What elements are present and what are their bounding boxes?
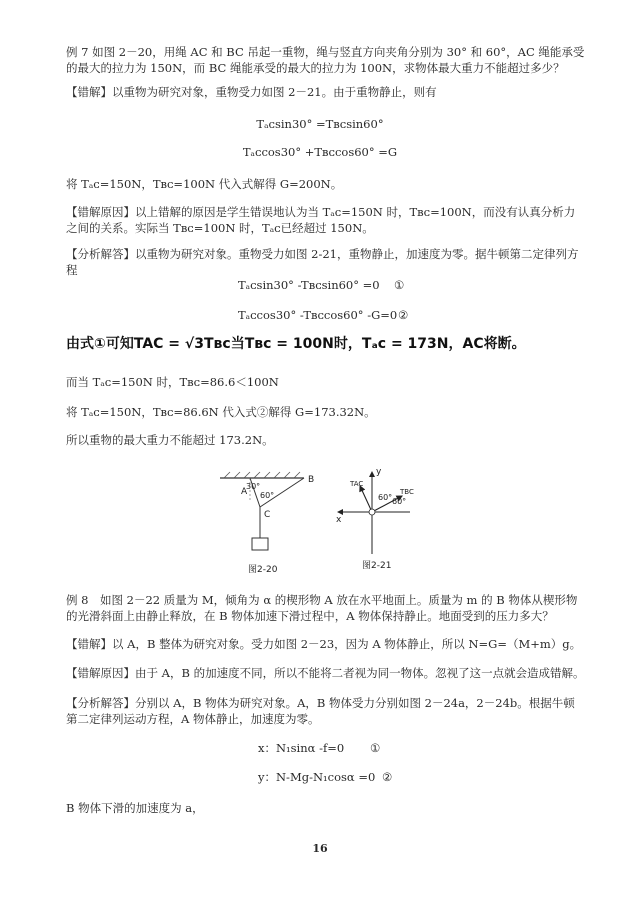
equation-1: Tₐᴄsin30° =Tʙᴄsin60° [256, 117, 384, 131]
example-8-equation-1-number: ① [370, 741, 381, 755]
example-8-wrong: 【错解】以 A，B 整体为研究对象。受力如图 2－23，因为 A 物体静止，所以 N=G=（M+m）g。 [66, 637, 582, 651]
example-7-problem: 例 7 如图 2－20，用绳 AC 和 BC 吊起一重物，绳与竖直方向夹角分别为 30° 和 60°，AC 绳能承受的最大的拉力为 150N，而 BC 绳能承受的最大的拉力为 100N，求物体最大重力不能超过多少？ [66, 45, 585, 75]
axis-y-label: y [376, 467, 382, 477]
final-answer-line: 所以重物的最大重力不能超过 173.2N。 [66, 433, 274, 447]
equation-3-number: ① [394, 278, 405, 292]
figure-2-21 [330, 464, 440, 574]
equation-4: Tₐᴄcos30° -Tʙᴄcos60° -G=0 [238, 308, 398, 322]
angle-30-label: 30° [246, 482, 261, 491]
figure-2-21-caption: 图2-21 [362, 561, 392, 571]
conclusion-bold-line: 由式①可知TAC = √3Tʙᴄ当Tʙᴄ = 100N时，Tₐᴄ = 173N，AC将断。 [66, 336, 526, 352]
example-8-reason: 【错解原因】由于 A，B 的加速度不同，所以不能将二者视为同一物体。忽视了这一点就会造成错解。 [66, 666, 585, 680]
angle-label-2: 60° [392, 497, 407, 506]
force-tac-label: TAC [350, 480, 364, 488]
example-8-analysis: 【分析解答】分别以 A，B 物体为研究对象。A，B 物体受力分别如图 2－24a，2－24b。根据牛顿第二定律列运动方程，A 物体静止，加速度为零。 [66, 696, 575, 726]
result-line: 将 Tₐᴄ=150N，Tʙᴄ=86.6N 代入式②解得 G=173.32N。 [66, 405, 376, 419]
substitution-line: 将 Tₐᴄ=150N，Tʙᴄ=100N 代入式解得 G=200N。 [66, 177, 343, 191]
label-c: C [264, 510, 271, 520]
page-number: 16 [312, 842, 328, 855]
equation-4-number: ② [398, 308, 409, 322]
angle-label-1: 60° [378, 493, 393, 502]
error-reason: 【错解原因】以上错解的原因是学生错误地认为当 Tₐᴄ=150N 时，Tʙᴄ=100N，而没有认真分析力之间的关系。实际当 Tʙᴄ=100N 时，Tₐᴄ已经超过 150N。 [66, 205, 576, 235]
example-8-problem: 例 8 如图 2－22 质量为 M，倾角为 α 的楔形物 A 放在水平地面上。质量为 m 的 B 物体从楔形物的光滑斜面上由静止释放，在 B 物体加速下滑过程中，A 物体保持静止。地面受到的压力多大？ [66, 593, 578, 623]
figure-2-20-caption: 图2-20 [248, 565, 278, 575]
label-b: B [308, 475, 315, 485]
wrong-solution-intro: 【错解】以重物为研究对象，重物受力如图 2－21。由于重物静止，则有 [66, 85, 437, 99]
check-line: 而当 Tₐᴄ=150N 时，Tʙᴄ=86.6＜100N [66, 375, 279, 389]
axis-x-label: x [336, 515, 342, 525]
example-8-last-line: B 物体下滑的加速度为 a， [66, 801, 204, 815]
figure-2-20 [210, 470, 330, 578]
angle-60-label: 60° [260, 491, 275, 500]
equation-2: Tₐᴄcos30° +Tʙᴄcos60° =G [242, 145, 398, 159]
label-a: A [241, 487, 248, 497]
example-8-equation-1: x：N₁sinα -f=0 [258, 741, 345, 755]
analysis-intro: 【分析解答】以重物为研究对象。重物受力如图 2-21，重物静止，加速度为零。据牛顿第二定律列方程 [66, 247, 579, 277]
example-8-equation-2-number: ② [382, 770, 393, 784]
example-8-equation-2: y：N-Mg-N₁cosα =0 [258, 770, 376, 784]
equation-3: Tₐᴄsin30° -Tʙᴄsin60° =0 [238, 278, 380, 292]
force-tbc-label: TBC [400, 488, 414, 496]
